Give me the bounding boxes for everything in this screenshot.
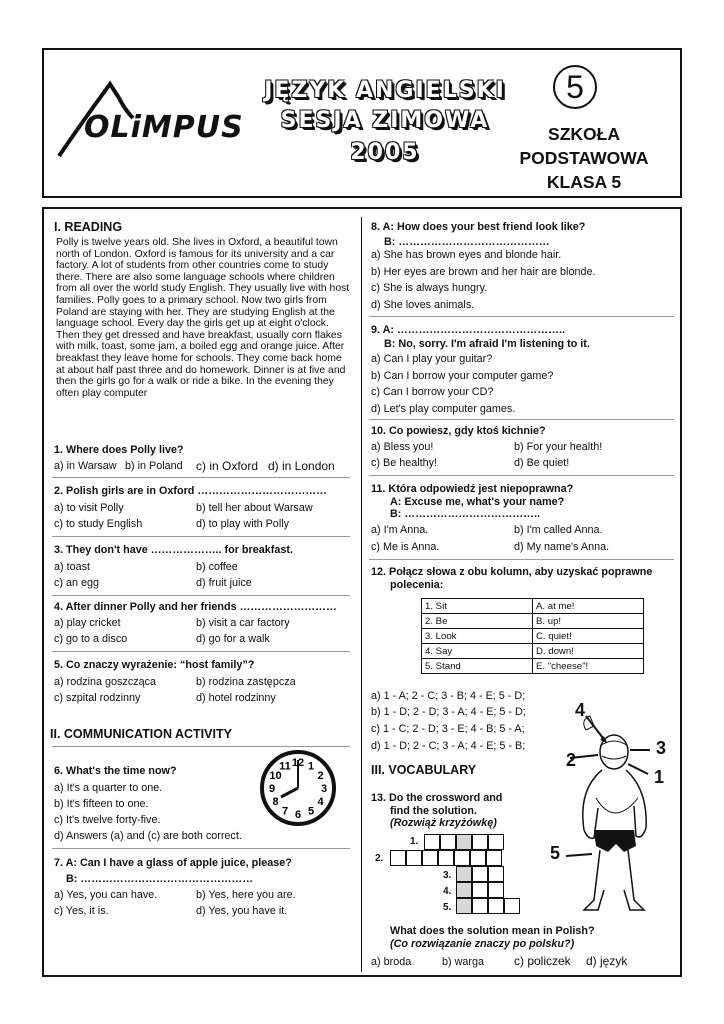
clock-icon bbox=[258, 748, 338, 828]
q10-option-c[interactable]: c) Be healthy! bbox=[371, 457, 438, 469]
q9-line-2: B: No, sorry. I'm afraid I'm listening to it. bbox=[384, 338, 590, 350]
crossword-cell[interactable] bbox=[470, 850, 486, 866]
q11-line-3: B: ……………………………….. bbox=[390, 508, 540, 520]
separator bbox=[52, 477, 350, 478]
q3-option-d[interactable]: d) fruit juice bbox=[196, 577, 252, 589]
q9-option-a[interactable]: a) Can I play your guitar? bbox=[371, 353, 493, 365]
crossword-cell[interactable] bbox=[456, 834, 472, 850]
match-table bbox=[421, 598, 644, 674]
q2-option-a[interactable]: a) to visit Polly bbox=[54, 502, 124, 514]
q12-option-d[interactable]: d) 1 - D; 2 - C; 3 - A; 4 - E; 5 - B; bbox=[371, 740, 526, 752]
separator bbox=[52, 536, 350, 537]
crossword-number-2: 2. bbox=[375, 853, 384, 864]
crossword-cell[interactable] bbox=[454, 850, 470, 866]
table-row bbox=[422, 644, 644, 659]
q11-line-1: 11. Która odpowiedź jest niepoprawna? bbox=[371, 483, 574, 495]
communication-heading: II. COMMUNICATION ACTIVITY bbox=[50, 727, 232, 741]
table-cell: 3. Look bbox=[422, 629, 533, 644]
vocabulary-heading: III. VOCABULARY bbox=[371, 763, 477, 777]
q7-option-b[interactable]: b) Yes, here you are. bbox=[196, 889, 296, 901]
clock-numeral: 7 bbox=[281, 805, 289, 818]
table-cell: 5. Stand bbox=[422, 659, 533, 674]
final-option-a[interactable]: a) broda bbox=[371, 956, 412, 968]
level-number-badge: 5 bbox=[553, 65, 597, 109]
crossword-cell[interactable] bbox=[424, 834, 440, 850]
separator bbox=[52, 595, 350, 596]
crossword-cell[interactable] bbox=[456, 866, 472, 882]
crossword-cell[interactable] bbox=[422, 850, 438, 866]
q5-option-b[interactable]: b) rodzina zastępcza bbox=[196, 676, 296, 688]
q12-line-2: polecenia: bbox=[390, 579, 444, 591]
q4-option-d[interactable]: d) go for a walk bbox=[196, 633, 270, 645]
separator bbox=[52, 746, 350, 747]
crossword-cell[interactable] bbox=[488, 834, 504, 850]
table-row bbox=[422, 599, 644, 614]
q5-option-a[interactable]: a) rodzina goszcząca bbox=[54, 676, 157, 688]
clock-numeral: 9 bbox=[268, 783, 276, 795]
final-option-d[interactable]: d) język bbox=[586, 954, 628, 968]
crossword-cell[interactable] bbox=[456, 898, 472, 914]
q9-line-1: 9. A: ……………………………………….. bbox=[371, 324, 565, 336]
clock-numeral: 4 bbox=[317, 796, 324, 808]
separator bbox=[52, 651, 350, 652]
q10-option-a[interactable]: a) Bless you! bbox=[371, 441, 434, 453]
crossword-cell[interactable] bbox=[488, 882, 504, 898]
school-line-2: PODSTAWOWA bbox=[519, 148, 649, 168]
q11-option-d[interactable]: d) My name's Anna. bbox=[514, 541, 610, 553]
clock-numeral: 6 bbox=[294, 809, 302, 821]
q11-line-2: A: Excuse me, what's your name? bbox=[390, 496, 565, 508]
figure-label-2: 2 bbox=[566, 750, 577, 770]
clock-numeral: 2 bbox=[317, 770, 324, 782]
clock-numeral: 11 bbox=[279, 760, 291, 773]
q13-line-1: 13. Do the crossword and bbox=[371, 792, 503, 804]
school-line-1: SZKOŁA bbox=[548, 124, 620, 144]
q4-option-b[interactable]: b) visit a car factory bbox=[196, 617, 290, 629]
header-title-line-1: JĘZYK ANGIELSKI bbox=[264, 78, 506, 103]
crossword-number-1: 1. bbox=[410, 836, 419, 847]
q2-question: 2. Polish girls are in Oxford ……………………………… bbox=[54, 485, 327, 497]
q12-option-c[interactable]: c) 1 - C; 2 - D; 3 - E; 4 - B; 5 - A; bbox=[371, 723, 525, 735]
q12-line-1: 12. Połącz słowa z obu kolumn, aby uzyskać poprawne bbox=[371, 566, 653, 578]
header-title-line-2: SESJA ZIMOWA bbox=[280, 108, 490, 133]
crossword-cell[interactable] bbox=[390, 850, 406, 866]
q8-line-2: B: …………………………………… bbox=[384, 236, 550, 248]
school-line-3: KLASA 5 bbox=[546, 172, 622, 192]
separator bbox=[369, 316, 674, 317]
crossword-cell[interactable] bbox=[406, 850, 422, 866]
q6-option-b[interactable]: b) It's fifteen to one. bbox=[54, 798, 149, 810]
q9-option-b[interactable]: b) Can I borrow your computer game? bbox=[371, 370, 554, 382]
q3-question: 3. They don't have ……………….. for breakfast. bbox=[54, 544, 293, 556]
table-cell: 2. Be bbox=[422, 614, 533, 629]
crossword-cell[interactable] bbox=[504, 898, 520, 914]
table-cell: D. down! bbox=[533, 644, 644, 659]
reading-text: Polly is twelve years old. She lives in Oxford, a beautiful town north of London. Oxford is famous for its university and a car factory. A lot of students from other countries come to study there. There are also some language schools where children from all over the world study English. They usually live with host families. Polly goes to a primary school. Now two girls from Poland are staying with her. They are studying English at the language school. Every day the girls get up at eight o'clock. Then they get dressed and have breakfast, usually corn flakes with milk, toast, some jam, a boiled egg and orange juice. After breakfast they leave home for schools. They come back home at about half past three and do homework. Dinner is at five and then the girls go for a walk or ride a bike. In the evening they often play computer bbox=[56, 237, 350, 399]
q2-option-c[interactable]: c) to study English bbox=[54, 518, 143, 530]
q3-option-c[interactable]: c) an egg bbox=[54, 577, 100, 589]
clock-numeral: 12 bbox=[291, 757, 305, 769]
crossword-cell[interactable] bbox=[472, 898, 488, 914]
q2-option-b[interactable]: b) tell her about Warsaw bbox=[196, 502, 313, 514]
q7-option-c[interactable]: c) Yes, it is. bbox=[54, 905, 109, 917]
table-cell: 1. Sit bbox=[422, 599, 533, 614]
crossword-cell[interactable] bbox=[456, 882, 472, 898]
solution-question-polish: (Co rozwiązanie znaczy po polsku?) bbox=[390, 938, 575, 950]
q4-option-c[interactable]: c) go to a disco bbox=[54, 633, 128, 645]
q7-option-a[interactable]: a) Yes, you can have. bbox=[54, 889, 158, 901]
q11-option-c[interactable]: c) Me is Anna. bbox=[371, 541, 440, 553]
q5-option-d[interactable]: d) hotel rodzinny bbox=[196, 692, 276, 704]
clock-numeral: 10 bbox=[269, 770, 282, 782]
q1-option-c[interactable]: c) in Oxford bbox=[196, 459, 259, 473]
table-cell: E. "cheese"! bbox=[533, 659, 644, 674]
crossword-cell[interactable] bbox=[440, 834, 456, 850]
q12-option-b[interactable]: b) 1 - D; 2 - D; 3 - A; 4 - E; 5 - D; bbox=[371, 706, 526, 718]
q7-line-1: 7. A: Can I have a glass of apple juice, please? bbox=[54, 857, 292, 869]
q4-question: 4. After dinner Polly and her friends ……………………… bbox=[54, 601, 337, 613]
q7-option-d[interactable]: d) Yes, you have it. bbox=[196, 905, 288, 917]
table-row bbox=[422, 659, 644, 674]
figure-label-3: 3 bbox=[656, 738, 667, 758]
separator bbox=[369, 419, 674, 420]
table-cell: 4. Say bbox=[422, 644, 533, 659]
q1-option-b[interactable]: b) in Poland bbox=[125, 460, 183, 472]
q4-option-a[interactable]: a) play cricket bbox=[54, 617, 121, 629]
separator bbox=[52, 848, 350, 849]
table-cell: C. quiet! bbox=[533, 629, 644, 644]
q9-option-c[interactable]: c) Can I borrow your CD? bbox=[371, 386, 494, 398]
q6-question: 6. What's the time now? bbox=[54, 765, 177, 777]
q5-question: 5. Co znaczy wyrażenie: “host family”? bbox=[54, 659, 255, 671]
q11-option-a[interactable]: a) I'm Anna. bbox=[371, 524, 429, 536]
table-row bbox=[422, 629, 644, 644]
q8-option-b[interactable]: b) Her eyes are brown and her hair are blonde. bbox=[371, 266, 596, 278]
q8-option-c[interactable]: c) She is always hungry. bbox=[371, 282, 488, 294]
q5-option-c[interactable]: c) szpital rodzinny bbox=[54, 692, 141, 704]
figure-label-4: 4 bbox=[575, 700, 586, 720]
column-divider bbox=[361, 217, 362, 972]
table-cell: A. at me! bbox=[533, 599, 644, 614]
crossword-cell[interactable] bbox=[472, 866, 488, 882]
table-cell: B. up! bbox=[533, 614, 644, 629]
crossword-number-3: 3. bbox=[443, 870, 452, 881]
q13-line-2: find the solution. bbox=[390, 805, 477, 817]
q8-option-d[interactable]: d) She loves animals. bbox=[371, 299, 475, 311]
crossword-cell[interactable] bbox=[486, 850, 502, 866]
q7-line-2: B: ………………………………………… bbox=[66, 873, 254, 885]
q1-option-d[interactable]: d) in London bbox=[268, 459, 335, 473]
q2-option-d[interactable]: d) to play with Polly bbox=[196, 518, 290, 530]
q3-option-b[interactable]: b) coffee bbox=[196, 561, 238, 573]
q6-option-d[interactable]: d) Answers (a) and (c) are both correct. bbox=[54, 830, 242, 842]
q10-question: 10. Co powiesz, gdy ktoś kichnie? bbox=[371, 425, 546, 437]
separator bbox=[369, 475, 674, 476]
q10-option-d[interactable]: d) Be quiet! bbox=[514, 457, 570, 469]
q8-option-a[interactable]: a) She has brown eyes and blonde hair. bbox=[371, 249, 562, 261]
crossword-cell[interactable] bbox=[488, 866, 504, 882]
q13-line-3: (Rozwiąż krzyżówkę) bbox=[390, 817, 497, 829]
q6-option-a[interactable]: a) It's a quarter to one. bbox=[54, 782, 163, 794]
clock-numeral: 5 bbox=[307, 805, 315, 818]
q1-option-a[interactable]: a) in Warsaw bbox=[54, 460, 117, 472]
clock-numeral: 8 bbox=[272, 796, 279, 808]
solution-question: What does the solution mean in Polish? bbox=[390, 925, 595, 937]
figure-label-5: 5 bbox=[550, 843, 561, 863]
final-option-b[interactable]: b) warga bbox=[442, 956, 485, 968]
q11-option-b[interactable]: b) I'm called Anna. bbox=[514, 524, 603, 536]
final-option-c[interactable]: c) policzek bbox=[514, 954, 571, 968]
clock-numeral: 1 bbox=[307, 760, 315, 773]
reading-heading: I. READING bbox=[54, 220, 123, 234]
crossword-number-5: 5. bbox=[443, 902, 452, 913]
logo-text: OLiMPUS bbox=[84, 110, 244, 145]
q10-option-b[interactable]: b) For your health! bbox=[514, 441, 603, 453]
q6-option-c[interactable]: c) It's twelve forty-five. bbox=[54, 814, 161, 826]
crossword-cell[interactable] bbox=[472, 834, 488, 850]
header-title-line-3: 2005 bbox=[350, 140, 420, 165]
table-row bbox=[422, 614, 644, 629]
boy-figure-illustration bbox=[552, 700, 672, 930]
crossword-cell[interactable] bbox=[472, 882, 488, 898]
separator bbox=[369, 559, 674, 560]
q8-line-1: 8. A: How does your best friend look like? bbox=[371, 221, 586, 233]
q1-question: 1. Where does Polly live? bbox=[54, 444, 184, 456]
crossword-number-4: 4. bbox=[443, 886, 452, 897]
q3-option-a[interactable]: a) toast bbox=[54, 561, 91, 573]
figure-label-1: 1 bbox=[654, 767, 665, 787]
crossword-cell[interactable] bbox=[488, 898, 504, 914]
crossword-cell[interactable] bbox=[438, 850, 454, 866]
clock-numeral: 3 bbox=[320, 783, 328, 795]
q9-option-d[interactable]: d) Let's play computer games. bbox=[371, 403, 516, 415]
q12-option-a[interactable]: a) 1 - A; 2 - C; 3 - B; 4 - E; 5 - D; bbox=[371, 690, 526, 702]
